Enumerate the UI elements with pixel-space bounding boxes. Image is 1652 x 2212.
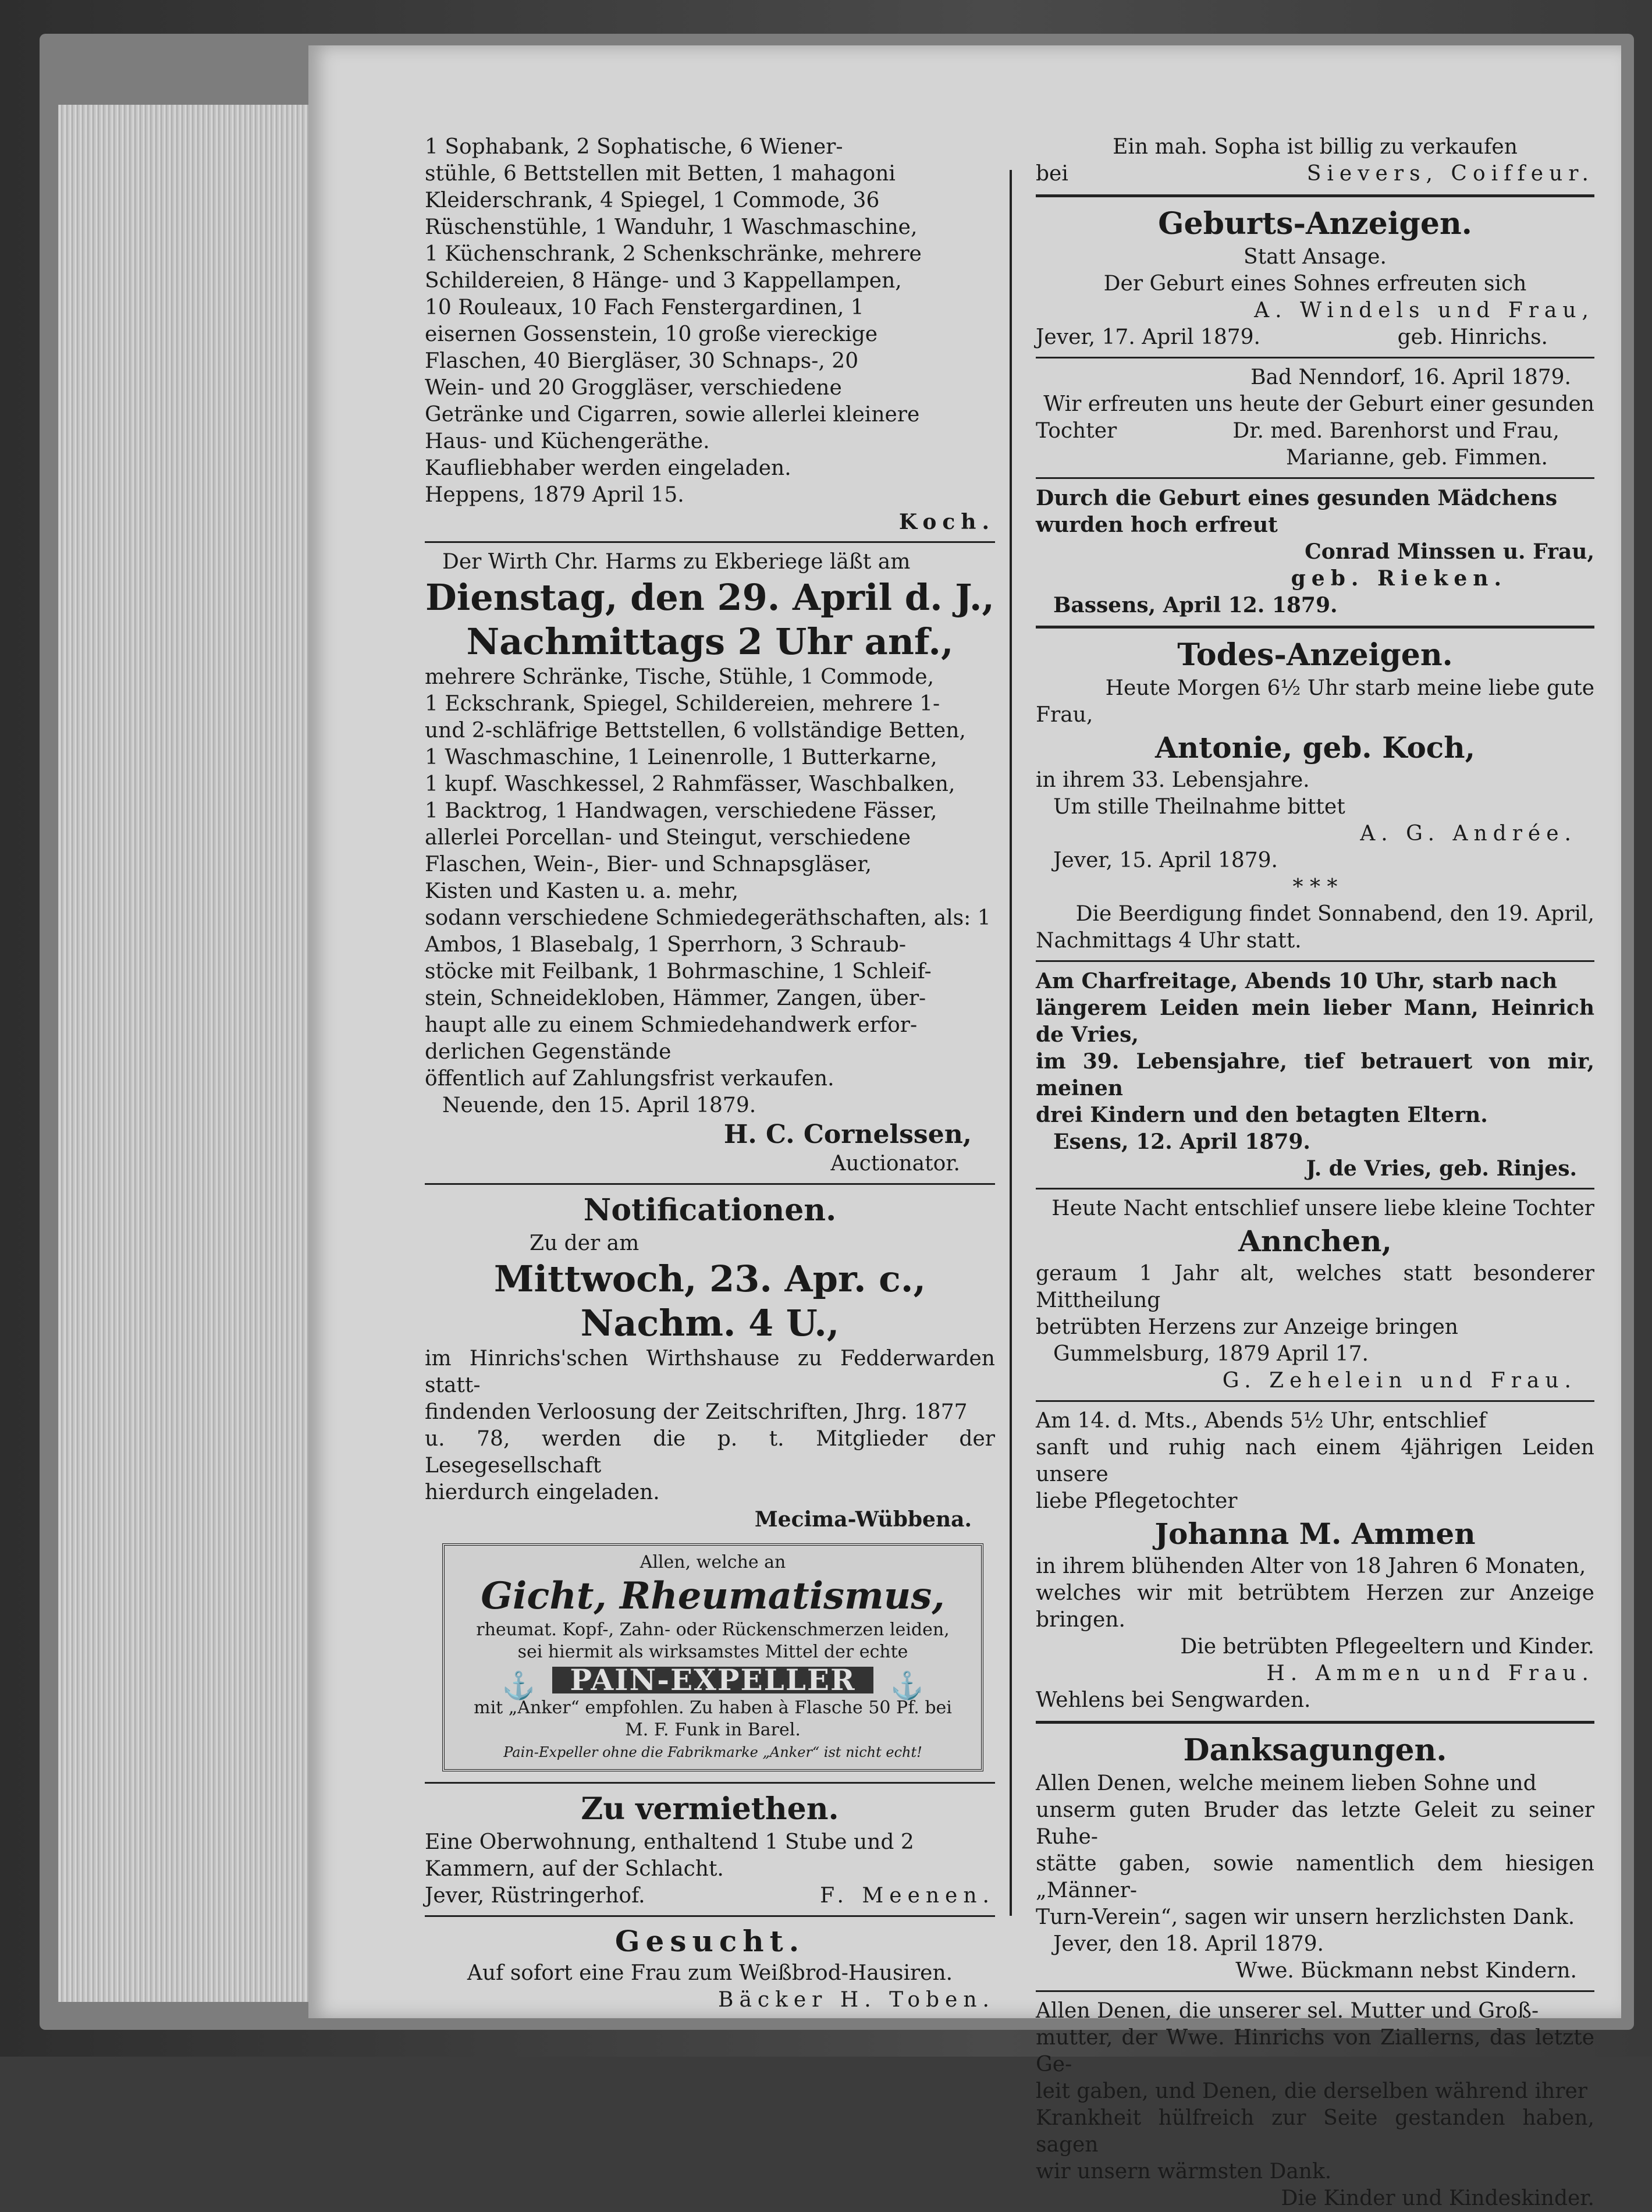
ad-line: Ein mah. Sopha ist billig zu verkaufen <box>1113 135 1518 159</box>
birth-names: geb. Rieken. <box>1291 566 1507 591</box>
ad-intro: Der Wirth Chr. Harms zu Ekberiege läßt am <box>442 550 911 574</box>
text-line: Turn-Verein“, sagen wir unsern herzlichsten Dank. <box>1036 1905 1575 1929</box>
death-signer: Die betrübten Pflegeeltern und Kinder. <box>1180 1635 1594 1659</box>
text-line: Kisten und Kasten u. a. mehr, <box>425 879 739 903</box>
death-signer: J. de Vries, geb. Rinjes. <box>1306 1156 1577 1181</box>
thanks-signer: Wwe. Bückmann nebst Kindern. <box>1235 1959 1577 1983</box>
text-line: Krankheit hülfreich zur Seite gestanden haben, sagen <box>1036 2106 1594 2157</box>
advert-banner: PAIN-EXPELLER <box>552 1667 873 1693</box>
ad-body-2 <box>425 905 995 1066</box>
text-line: längerem Leiden mein lieber Mann, Heinrich de Vries, <box>1036 996 1594 1047</box>
birth-names: Dr. med. Barenhorst und Frau, <box>1232 419 1559 443</box>
ad-body <box>425 664 995 905</box>
advert-line: Allen, welche an <box>640 1552 786 1572</box>
birth-date: Bad Nenndorf, 16. April 1879. <box>1250 365 1571 389</box>
text-line: betrübten Herzens zur Anzeige bringen <box>1036 1315 1458 1339</box>
birth-line: Durch die Geburt eines gesunden Mädchens <box>1036 486 1558 510</box>
divider <box>1036 477 1594 479</box>
ad-line: Auf sofort eine Frau zum Weißbrod-Hausiren. <box>467 1961 953 1985</box>
death-stars: * * * <box>1292 875 1338 899</box>
death-line: in ihrem 33. Lebensjahre. <box>1036 768 1310 792</box>
ad-place: Jever, Rüstringerhof. <box>425 1884 645 1908</box>
text-line: in ihrem blühenden Alter von 18 Jahren 6 Monaten, <box>1036 1554 1586 1578</box>
divider <box>425 1782 995 1784</box>
death-signer: A. G. Andrée. <box>1360 822 1577 846</box>
divider <box>425 1183 995 1185</box>
text-line: 1 Küchenschrank, 2 Schenkschränke, mehrere <box>425 242 922 266</box>
ad-invite: Kaufliebhaber werden eingeladen. <box>425 456 791 480</box>
death-line: Frau, <box>1036 703 1093 727</box>
deaths-section <box>1036 635 1594 1714</box>
text-line: Flaschen, 40 Biergläser, 30 Schnaps-, 20 <box>425 349 859 373</box>
text-line: haupt alle zu einem Schmiedehandwerk erfor- <box>425 1013 918 1037</box>
ad-footer <box>1036 161 1594 187</box>
text-line: 1 Backtrog, 1 Handwagen, verschiedene Fässer, <box>425 799 937 823</box>
text-line: stühle, 6 Bettstellen mit Betten, 1 mahagoni <box>425 162 896 186</box>
death-signer: H. Ammen und Frau. <box>1266 1661 1594 1685</box>
birth-place: Jever, 17. April 1879. <box>1036 325 1260 349</box>
text-line: liebe Pflegetochter <box>1036 1489 1238 1513</box>
ad-zu-vermiethen <box>425 1790 995 1909</box>
ad-notificationen <box>425 1191 995 1533</box>
death-name: Antonie, geb. Koch, <box>1154 730 1476 765</box>
death-line: Um stille Theilnahme bittet <box>1053 795 1345 819</box>
advert-warning: Pain-Expeller ohne die Fabrikmarke „Anker“ ist nicht echt! <box>503 1744 922 1760</box>
ad-bei: bei <box>1036 162 1068 186</box>
text-line: 1 kupf. Waschkessel, 2 Rahmfässer, Waschbalken, <box>425 772 955 796</box>
divider <box>1036 626 1594 629</box>
ad-sofa <box>1036 134 1594 187</box>
ad-signature: Sievers, Coiffeur. <box>1306 162 1594 186</box>
death-place: Jever, 15. April 1879. <box>1053 848 1278 872</box>
text-line: eisernen Gossenstein, 10 große viereckige <box>425 322 878 346</box>
text-line: Am 14. d. Mts., Abends 5½ Uhr, entschlief <box>1036 1409 1487 1433</box>
divider <box>425 541 995 543</box>
divider <box>1036 357 1594 358</box>
text-line: stein, Schneidekloben, Hämmer, Zangen, über- <box>425 986 926 1010</box>
text-line: Haus- und Küchengeräthe. <box>425 429 710 453</box>
text-line: wir unsern wärmsten Dank. <box>1036 2160 1332 2183</box>
death-body <box>1036 1261 1594 1341</box>
birth-line: Wir erfreuten uns heute der Geburt einer gesunden <box>1043 392 1594 416</box>
death-signer: G. Zehelein und Frau. <box>1222 1369 1577 1393</box>
text-line: leit gaben, und Denen, die derselben während ihrer <box>1036 2079 1587 2103</box>
page-edges <box>58 105 314 2002</box>
death-body-2 <box>1036 1553 1594 1634</box>
death-line: Nachmittags 4 Uhr statt. <box>1036 929 1302 953</box>
birth-place: Bassens, April 12. 1879. <box>1053 593 1338 617</box>
text-line: Schildereien, 8 Hänge- und 3 Kappellampen, <box>425 269 902 293</box>
column-separator <box>1010 170 1012 1916</box>
text-line: welches wir mit betrübtem Herzen zur Anzeige bringen. <box>1036 1581 1594 1632</box>
text-line: stöcke mit Feilbank, 1 Bohrmaschine, 1 Schleif- <box>425 960 932 983</box>
birth-line: wurden hoch erfreut <box>1036 513 1278 537</box>
text-line: Getränke und Cigarren, sowie allerlei kleinere <box>425 403 920 427</box>
ad-role: Auctionator. <box>830 1152 960 1176</box>
birth-names: Marianne, geb. Fimmen. <box>1285 446 1548 470</box>
divider <box>1036 1400 1594 1402</box>
thanks-place: Jever, den 18. April 1879. <box>1053 1932 1324 1956</box>
ad-signature: Mecima-Wübbena. <box>754 1507 972 1532</box>
right-column <box>1036 134 1594 2212</box>
text-line: Flaschen, Wein-, Bier- und Schnapsgläser, <box>425 853 872 876</box>
ad-harms-auction <box>425 549 995 1177</box>
text-line: allerlei Porcellan- und Steingut, verschiedene <box>425 826 911 850</box>
ad-furniture-auction <box>425 134 995 535</box>
text-line: geraum 1 Jahr alt, welches statt besonderer Mittheilung <box>1036 1262 1594 1312</box>
death-place: Esens, 12. April 1879. <box>1053 1130 1310 1154</box>
text-line: derlichen Gegenstände <box>425 1040 672 1064</box>
text-line: Kleiderschrank, 4 Spiegel, 1 Commode, 36 <box>425 189 880 212</box>
ad-time-heading: Nachm. 4 U., <box>580 1302 840 1344</box>
ad-intro: Zu der am <box>530 1231 640 1255</box>
advert-title: Gicht, Rheumatismus, <box>481 1574 945 1618</box>
birth-sub: Statt Ansage. <box>1244 245 1387 269</box>
birth-nee: geb. Hinrichs. <box>1397 325 1548 349</box>
ad-date: Neuende, den 15. April 1879. <box>442 1093 756 1117</box>
text-line: Allen Denen, welche meinem lieben Sohne und <box>1036 1771 1537 1795</box>
section-heading: Gesucht. <box>614 1924 805 1958</box>
text-line: mutter, der Wwe. Hinrichs von Ziallerns, das letzte Ge- <box>1036 2026 1594 2076</box>
text-line: drei Kindern und den betagten Eltern. <box>1036 1103 1488 1127</box>
text-line: 1 Waschmaschine, 1 Leinenrolle, 1 Butterkarne, <box>425 745 937 769</box>
ad-body <box>425 1345 995 1506</box>
divider <box>1036 194 1594 197</box>
text-line: unserm guten Bruder das letzte Geleit zu seiner Ruhe- <box>1036 1798 1594 1849</box>
ad-date-heading: Mittwoch, 23. Apr. c., <box>493 1258 926 1300</box>
death-line: Die Beerdigung findet Sonnabend, den 19. April, <box>1075 902 1594 926</box>
divider <box>1036 1188 1594 1190</box>
ad-footer <box>425 1883 995 1909</box>
text-line: 1 Sophabank, 2 Sophatische, 6 Wiener- <box>425 135 843 159</box>
birth-footer <box>1036 418 1594 445</box>
text-line: Rüschenstühle, 1 Wanduhr, 1 Waschmaschine, <box>425 215 918 239</box>
anchor-icon: ⚓ <box>890 1670 924 1701</box>
text-line: Ambos, 1 Blasebalg, 1 Sperrhorn, 3 Schraub- <box>425 933 907 957</box>
text-line: Kammern, auf der Schlacht. <box>425 1857 724 1881</box>
text-line: sanft und ruhig nach einem 4jährigen Leiden unsere <box>1036 1436 1594 1486</box>
left-column <box>425 134 995 2014</box>
death-body <box>1036 1408 1594 1515</box>
ad-signature: Bäcker H. Toben. <box>717 1988 995 2012</box>
text-line: sodann verschiedene Schmiedegeräthschaften, als: 1 <box>425 906 991 930</box>
birth-tochter: Tochter <box>1036 419 1117 443</box>
text-line: im 39. Lebensjahre, tief betrauert von mir, meinen <box>1036 1049 1594 1100</box>
divider <box>425 1915 995 1917</box>
death-place: Wehlens bei Sengwarden. <box>1036 1688 1311 1712</box>
ad-body <box>425 134 995 455</box>
birth-names: Conrad Minssen u. Frau, <box>1305 539 1594 564</box>
text-line: mehrere Schränke, Tische, Stühle, 1 Commode, <box>425 665 935 689</box>
ad-signature: H. C. Cornelssen, <box>723 1120 972 1149</box>
thanks-body <box>1036 1770 1594 1931</box>
ad-signature: Koch. <box>898 510 995 534</box>
text-line: Am Charfreitage, Abends 10 Uhr, starb nach <box>1036 969 1558 993</box>
ad-body <box>425 1829 995 1883</box>
section-heading: Notificationen. <box>583 1192 837 1228</box>
text-line: Eine Oberwohnung, enthaltend 1 Stube und 2 <box>425 1830 914 1854</box>
birth-line: Der Geburt eines Sohnes erfreuten sich <box>1103 272 1527 296</box>
birth-footer <box>1036 324 1594 351</box>
section-heading: Danksagungen. <box>1183 1732 1447 1768</box>
thanks-body <box>1036 1998 1594 2185</box>
ad-gesucht <box>425 1923 995 2014</box>
text-line: Allen Denen, die unserer sel. Mutter und Groß- <box>1036 1999 1539 2023</box>
text-line: 10 Rouleaux, 10 Fach Fenstergardinen, 1 <box>425 296 864 319</box>
text-line: im Hinrichs'schen Wirthshause zu Fedderwarden statt- <box>425 1347 995 1397</box>
death-body <box>1036 968 1594 1128</box>
ad-time-heading: Nachmittags 2 Uhr anf., <box>466 620 954 663</box>
death-name: Johanna M. Ammen <box>1154 1517 1476 1551</box>
births-section <box>1036 204 1594 619</box>
death-line: Heute Nacht entschlief unsere liebe kleine Tochter <box>1051 1196 1594 1220</box>
section-heading: Zu vermiethen. <box>581 1791 839 1827</box>
text-line: u. 78, werden die p. t. Mitglieder der Lesegesellschaft <box>425 1427 995 1478</box>
advert-line: sei hiermit als wirksamstes Mittel der echte <box>517 1642 908 1662</box>
death-name: Annchen, <box>1238 1224 1392 1258</box>
ad-outro: öffentlich auf Zahlungsfrist verkaufen. <box>425 1067 834 1091</box>
death-place: Gummelsburg, 1879 April 17. <box>1053 1342 1369 1366</box>
divider <box>1036 1990 1594 1992</box>
advert-line: mit „Anker“ empfohlen. Zu haben à Flasche 50 Pf. bei <box>474 1698 952 1718</box>
ad-date: Heppens, 1879 April 15. <box>425 483 684 507</box>
thanks-signer: Die Kinder und Kindeskinder. <box>1281 2186 1594 2210</box>
advert-line: M. F. Funk in Barel. <box>625 1720 801 1740</box>
text-line: Wein- und 20 Groggläser, verschiedene <box>425 376 842 400</box>
thanks-section <box>1036 1731 1594 2212</box>
section-heading: Todes-Anzeigen. <box>1177 637 1453 673</box>
text-line: und 2-schläfrige Bettstellen, 6 vollständige Betten, <box>425 719 966 743</box>
anchor-icon: ⚓ <box>502 1670 535 1701</box>
text-line: hierdurch eingeladen. <box>425 1480 660 1504</box>
ad-signature: F. Meenen. <box>820 1884 995 1908</box>
section-heading: Geburts-Anzeigen. <box>1158 206 1472 242</box>
death-line: Heute Morgen 6½ Uhr starb meine liebe gute <box>1105 676 1594 700</box>
pain-expeller-advert <box>442 1543 983 1771</box>
text-line: stätte gaben, sowie namentlich dem hiesigen „Männer- <box>1036 1852 1594 1902</box>
text-line: 1 Eckschrank, Spiegel, Schildereien, mehrere 1- <box>425 692 940 716</box>
advert-line: rheumat. Kopf-, Zahn- oder Rückenschmerzen leiden, <box>476 1620 950 1640</box>
text-line: findenden Verloosung der Zeitschriften, Jhrg. 1877 <box>425 1400 968 1424</box>
birth-names: A. Windels und Frau, <box>1254 299 1594 322</box>
ad-date-heading: Dienstag, den 29. April d. J., <box>425 576 994 619</box>
divider <box>1036 960 1594 962</box>
divider <box>1036 1721 1594 1724</box>
